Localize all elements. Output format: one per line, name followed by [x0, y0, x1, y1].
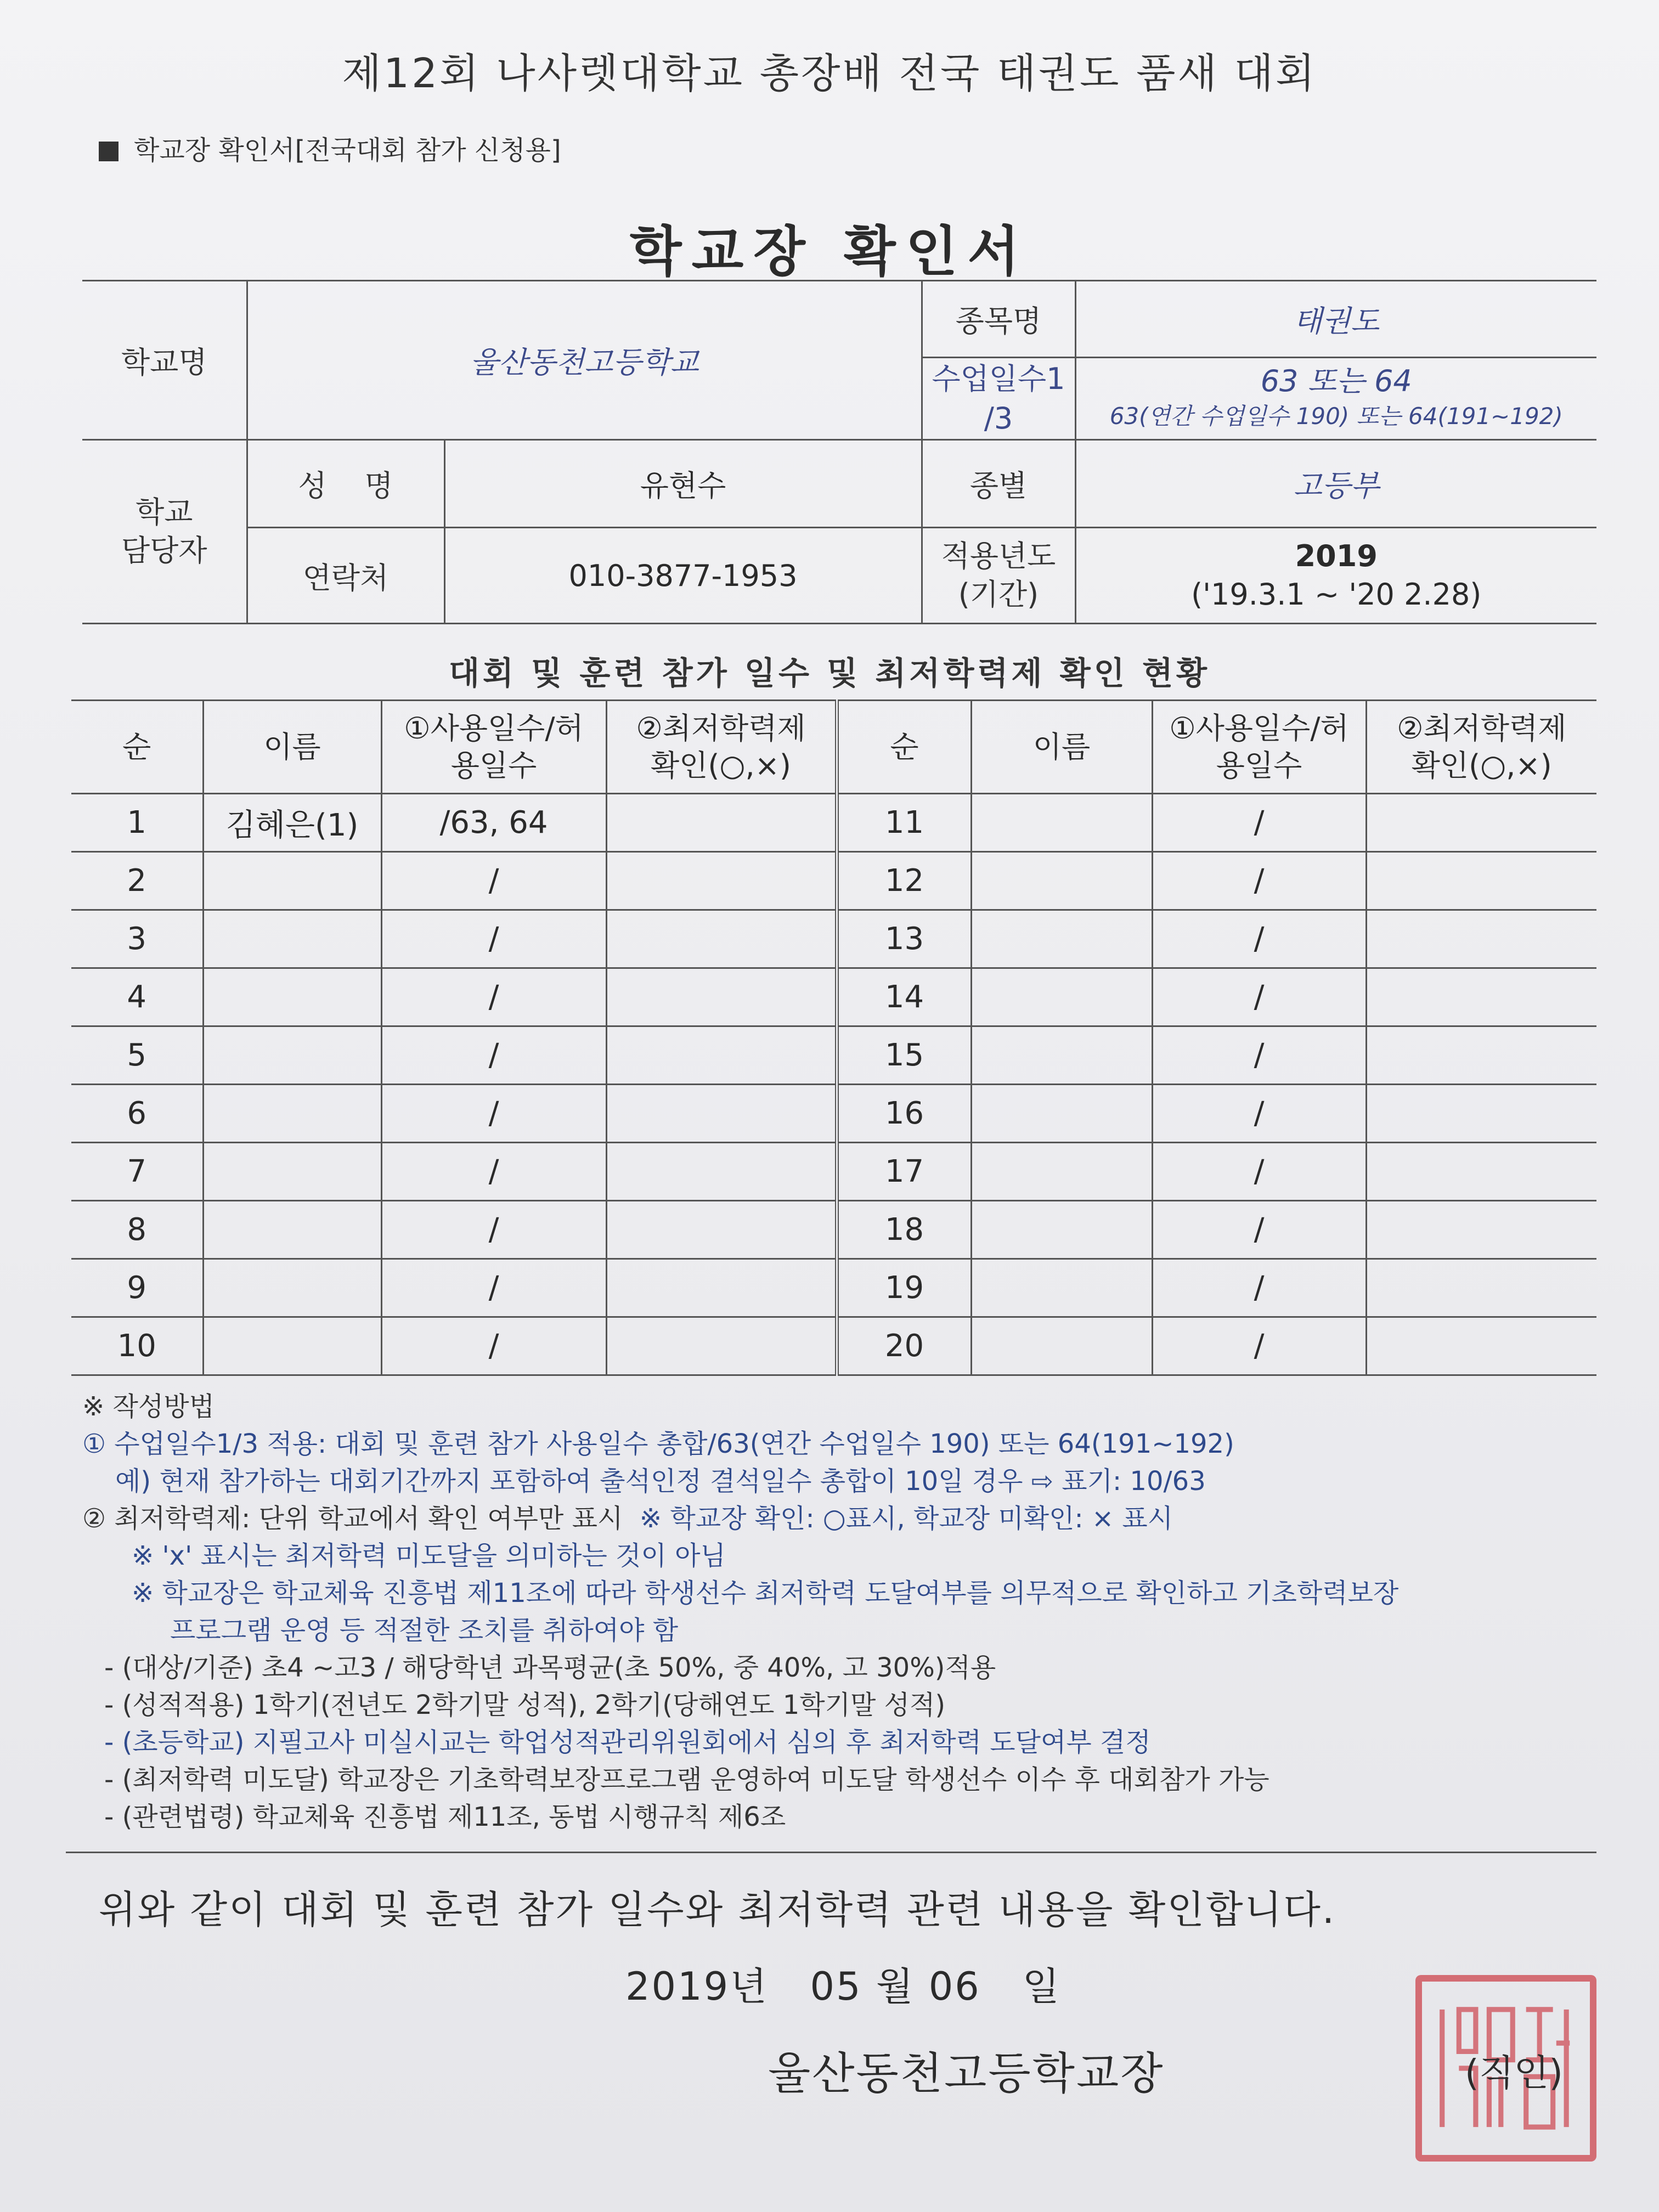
min-academic-check: [606, 1143, 837, 1201]
min-academic-check: [606, 968, 837, 1026]
row-number: 8: [71, 1201, 203, 1259]
table-row: [71, 794, 1596, 852]
contact-label-line2: 담당자: [121, 533, 207, 568]
days-used: /: [1152, 1085, 1366, 1143]
athlete-name: [971, 1259, 1152, 1317]
table-row: [71, 1317, 1596, 1375]
roster-table: [71, 699, 1596, 1376]
days-used: /: [381, 1259, 606, 1317]
days-used: /: [1152, 968, 1366, 1026]
year-label: [922, 528, 1075, 624]
min-academic-check: [1366, 852, 1596, 910]
contact-label: [82, 440, 247, 624]
athlete-name: [203, 1259, 381, 1317]
col-header-name: 이름: [203, 701, 381, 794]
min-academic-check: [606, 1317, 837, 1375]
table-row: [71, 968, 1596, 1026]
col-header-min-line1: ②최저학력제: [636, 711, 806, 746]
col-header-days-right: [1152, 701, 1366, 794]
days-used: /: [1152, 794, 1366, 852]
days-used: /: [1152, 1143, 1366, 1201]
min-academic-check: [606, 852, 837, 910]
document-title: 학교장 확인서: [629, 221, 1030, 283]
col-header-days-line1: ①사용일수/허: [404, 711, 584, 746]
min-academic-check: [606, 910, 837, 968]
row-number: 5: [71, 1026, 203, 1085]
year-cell: [1075, 528, 1596, 624]
min-academic-check: [606, 1026, 837, 1085]
row-number: 16: [837, 1085, 971, 1143]
row-number: 7: [71, 1143, 203, 1201]
detail-3: - (초등학교) 지필고사 미실시교는 학업성적관리위원회에서 심의 후 최저학력 도달여부 결정: [104, 1727, 1151, 1758]
note-2-text: ② 최저학력제: 단위 학교에서 확인 여부만 표시: [82, 1503, 623, 1534]
row-number: 14: [837, 968, 971, 1026]
days-used: /: [1152, 1317, 1366, 1375]
school-label: 학교명: [82, 281, 247, 440]
min-academic-check: [606, 1085, 837, 1143]
row-number: 9: [71, 1259, 203, 1317]
days-used: /: [381, 1143, 606, 1201]
division-value: 고등부: [1075, 440, 1596, 528]
division-label: 종별: [922, 440, 1075, 528]
table-row: [71, 1259, 1596, 1317]
days-used: /: [381, 910, 606, 968]
athlete-name: [971, 794, 1152, 852]
row-number: 6: [71, 1085, 203, 1143]
year-label-line2: (기간): [958, 577, 1039, 612]
row-number: 11: [837, 794, 971, 852]
col-header-min-line2: 확인(○,×): [651, 748, 791, 783]
days-value: 63 또는 64: [1260, 363, 1412, 398]
min-academic-check: [1366, 1085, 1596, 1143]
min-academic-check: [606, 794, 837, 852]
days-note: 63(연간 수업일수 190) 또는 64(191~192): [1109, 402, 1563, 430]
year-value: 2019: [1295, 539, 1378, 573]
notes-divider: [66, 1852, 1596, 1853]
min-academic-check: [606, 1259, 837, 1317]
days-used: /: [1152, 1201, 1366, 1259]
principal-signature: 울산동천고등학교장: [768, 2048, 1165, 2099]
row-number: 10: [71, 1317, 203, 1375]
col-header-name-right: 이름: [971, 701, 1152, 794]
min-academic-check: [1366, 1143, 1596, 1201]
year-label-line1: 적용년도: [941, 539, 1056, 573]
row-number: 18: [837, 1201, 971, 1259]
athlete-name: [203, 1201, 381, 1259]
days-used: /: [381, 852, 606, 910]
sport-value: 태권도: [1075, 281, 1596, 358]
phone-value: 010-3877-1953: [444, 528, 922, 624]
athlete-name: [203, 1026, 381, 1085]
name-label: 성 명: [247, 440, 444, 528]
min-academic-check: [1366, 1259, 1596, 1317]
form-subtitle: [99, 129, 561, 167]
athlete-name: [971, 1085, 1152, 1143]
form-subtitle-text: 학교장 확인서[전국대회 참가 신청용]: [134, 135, 561, 166]
contest-title: 제12회 나사렛대학교 총장배 전국 태권도 품새 대회: [342, 50, 1317, 97]
col-header-min-right-line1: ②최저학력제: [1397, 711, 1567, 746]
athlete-name: [971, 1026, 1152, 1085]
col-header-min-right: [1366, 701, 1596, 794]
row-number: 19: [837, 1259, 971, 1317]
athlete-name: [203, 1317, 381, 1375]
note-1: ① 수업일수1/3 적용: 대회 및 훈련 참가 사용일수 총합/63(연간 수업일수 190) 또는 64(191~192): [82, 1429, 1234, 1459]
sport-label: 종목명: [922, 281, 1075, 358]
row-number: 12: [837, 852, 971, 910]
row-number: 2: [71, 852, 203, 910]
days-used: /: [1152, 1026, 1366, 1085]
table-row: [71, 910, 1596, 968]
min-academic-check: [1366, 1317, 1596, 1375]
days-used: /: [1152, 1259, 1366, 1317]
min-academic-check: [1366, 1201, 1596, 1259]
col-header-days-right-line2: 용일수: [1216, 748, 1302, 783]
note-3: ※ 'x' 표시는 최저학력 미도달을 의미하는 것이 아님: [132, 1541, 726, 1571]
instructions: [82, 1388, 1596, 1836]
col-header-min: [606, 701, 837, 794]
table-row: [71, 1085, 1596, 1143]
note-1-example: 예) 현재 참가하는 대회기간까지 포함하여 출석인정 결석일수 총합이 10일 경우 ⇨ 표기: 10/63: [115, 1466, 1206, 1497]
athlete-name: [203, 968, 381, 1026]
instructions-heading: ※ 작성방법: [82, 1391, 215, 1422]
table-row: [71, 852, 1596, 910]
school-value: 울산동천고등학교: [247, 281, 922, 440]
detail-1: - (대상/기준) 초4 ~고3 / 해당학년 과목평균(초 50%, 중 40%, 고 30%)적용: [104, 1652, 996, 1683]
table-row: [71, 1201, 1596, 1259]
info-table: [82, 280, 1596, 624]
roster-body: [71, 794, 1596, 1375]
days-used: /: [381, 1026, 606, 1085]
athlete-name: [971, 1317, 1152, 1375]
athlete-name: [971, 852, 1152, 910]
col-header-days-right-line1: ①사용일수/허: [1169, 711, 1349, 746]
min-academic-check: [1366, 910, 1596, 968]
col-header-days-line2: 용일수: [450, 748, 537, 783]
days-label: [922, 358, 1075, 440]
athlete-name: [971, 910, 1152, 968]
detail-4: - (최저학력 미도달) 학교장은 기초학력보장프로그램 운영하여 미도달 학생선수 이수 후 대회참가 가능: [104, 1764, 1269, 1795]
note-2: [82, 1500, 1596, 1537]
athlete-name: [971, 1143, 1152, 1201]
athlete-name: 김혜은(1): [203, 794, 381, 852]
days-used: /: [1152, 852, 1366, 910]
row-number: 17: [837, 1143, 971, 1201]
days-used: /: [381, 1201, 606, 1259]
athlete-name: [203, 910, 381, 968]
issue-date: 2019년 05 월 06 일: [625, 1964, 1062, 2009]
athlete-name: [203, 1085, 381, 1143]
seal-mark: (직인): [1465, 2052, 1564, 2094]
note-2-marking: ※ 학교장 확인: ○표시, 학교장 미확인: × 표시: [639, 1503, 1173, 1534]
min-academic-check: [1366, 794, 1596, 852]
days-label-line1: 수업일수1: [932, 361, 1065, 396]
days-used: /: [1152, 910, 1366, 968]
min-academic-check: [1366, 1026, 1596, 1085]
col-header-days: [381, 701, 606, 794]
row-number: 20: [837, 1317, 971, 1375]
days-label-line2: /3: [984, 400, 1013, 436]
bullet-square-icon: [99, 142, 119, 161]
contact-label-line1: 학교: [136, 495, 193, 529]
row-number: 15: [837, 1026, 971, 1085]
note-4: ※ 학교장은 학교체육 진흥법 제11조에 따라 학생선수 최저학력 도달여부를 의무적으로 확인하고 기초학력보장: [132, 1578, 1399, 1609]
row-number: 3: [71, 910, 203, 968]
athlete-name: [971, 968, 1152, 1026]
row-number: 4: [71, 968, 203, 1026]
name-value: 유현수: [444, 440, 922, 528]
athlete-name: [203, 1143, 381, 1201]
detail-2: - (성적적용) 1학기(전년도 2학기말 성적), 2학기(당해연도 1학기말 성적): [104, 1690, 946, 1720]
min-academic-check: [606, 1201, 837, 1259]
days-used: /: [381, 1085, 606, 1143]
closing-statement: 위와 같이 대회 및 훈련 참가 일수와 최저학력 관련 내용을 확인합니다.: [99, 1887, 1336, 1932]
detail-5: - (관련법령) 학교체육 진흥법 제11조, 동법 시행규칙 제6조: [104, 1802, 786, 1832]
col-header-no: 순: [71, 701, 203, 794]
table-row: [71, 1026, 1596, 1085]
days-used: /: [381, 968, 606, 1026]
days-cell: [1075, 358, 1596, 440]
row-number: 1: [71, 794, 203, 852]
table-row: [71, 1143, 1596, 1201]
note-4-cont: 프로그램 운영 등 적절한 조치를 취하여야 함: [170, 1615, 679, 1646]
row-number: 13: [837, 910, 971, 968]
phone-label: 연락처: [247, 528, 444, 624]
year-period: ('19.3.1 ~ '20 2.28): [1191, 577, 1482, 612]
athlete-name: [971, 1201, 1152, 1259]
col-header-min-right-line2: 확인(○,×): [1411, 748, 1552, 783]
col-header-no-right: 순: [837, 701, 971, 794]
athlete-name: [203, 852, 381, 910]
days-used: /: [381, 1317, 606, 1375]
days-used: /63, 64: [381, 794, 606, 852]
min-academic-check: [1366, 968, 1596, 1026]
roster-section-title: 대회 및 훈련 참가 일수 및 최저학력제 확인 현황: [448, 654, 1211, 692]
